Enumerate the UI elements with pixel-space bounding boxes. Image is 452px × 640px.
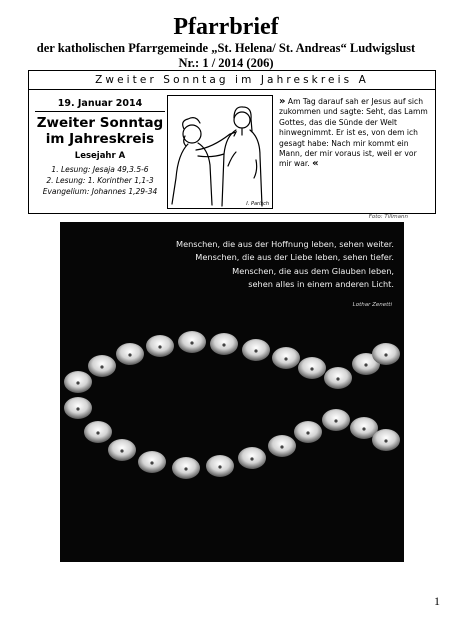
candle-wick [364, 363, 367, 366]
photo-credit: Foto: Tillmann [368, 214, 408, 220]
candle-wick [384, 353, 387, 356]
illustration-credit: I. Parisch [246, 201, 269, 207]
candle-wick [336, 377, 339, 380]
parish-subtitle: der katholischen Pfarrgemeinde „St. Helena/ St. Andreas“ Ludwigslust [36, 41, 416, 55]
quote-close-mark: « [312, 158, 319, 170]
page-number: 1 [434, 594, 440, 608]
candle-wick [280, 445, 283, 448]
poem-line-1: Menschen, die aus der Hoffnung leben, sehen weiter. [176, 239, 394, 249]
gospel-quote-text: Am Tag darauf sah er Jesus auf sich zukommen und sagte: Seht, das Lamm Gottes, das die Sünde der Welt hinwegnimmt. Er ist es, von dem ich gesagt habe: Nach mir kommt ein Mann, der mir voraus ist, weil er vor mir war. [279, 97, 428, 169]
poem-line-2: Menschen, die aus der Liebe leben, sehen tiefer. [195, 252, 394, 263]
candle-photo [60, 222, 404, 562]
illustration-jesus-and-john [167, 95, 273, 209]
candle-wick [190, 341, 193, 344]
candle-wick [120, 449, 123, 452]
sunday-info [35, 98, 165, 197]
lesejahr: Lesejahr A [74, 151, 126, 161]
candle-wick [218, 465, 221, 468]
candle-wick [284, 357, 287, 360]
issue-number: Nr.: 1 / 2014 (206) [178, 56, 274, 70]
quote-open-mark: » [279, 96, 286, 107]
candle-wick [362, 427, 365, 430]
candle-wick [128, 353, 131, 356]
line-drawing-icon [168, 96, 272, 208]
candle-wick [254, 349, 257, 352]
sunday-date: 19. Januar 2014 [35, 98, 165, 112]
newsletter-title: Pfarrbrief [173, 14, 279, 40]
gospel-quote [279, 97, 431, 170]
candle-wick [76, 407, 79, 410]
poem-line-3: Menschen, die aus dem Glauben leben, [232, 265, 394, 276]
liturgy-box [28, 70, 436, 214]
candle-wick [334, 419, 337, 422]
sunday-name-line1: Zweiter Sonntag [36, 115, 164, 131]
poem-line-4: sehen alles in einem anderen Licht. [248, 279, 394, 290]
candle-wick [250, 457, 253, 460]
masthead [0, 14, 452, 71]
candle-wick [222, 343, 225, 346]
sunday-name [35, 115, 165, 147]
sunday-name-line2: im Jahreskreis [45, 131, 155, 147]
photo-poem [176, 238, 394, 292]
candle-wick [184, 467, 187, 470]
sunday-banner: Zweiter Sonntag im Jahreskreis A [29, 71, 435, 90]
second-reading: 2. Lesung: 1. Korinther 1,1-3 [46, 176, 154, 185]
candle-wick [76, 381, 79, 384]
candle-wick [100, 365, 103, 368]
candle-wick [96, 431, 99, 434]
gospel-reading: Evangelium: Johannes 1,29-34 [42, 187, 158, 196]
candle-wick [150, 461, 153, 464]
readings-list [35, 164, 165, 197]
candle-wick [158, 345, 161, 348]
candle-wick [306, 431, 309, 434]
candle-wick [384, 439, 387, 442]
poem-author: Lothar Zenetti [352, 302, 392, 308]
first-reading: 1. Lesung: Jesaja 49,3.5-6 [51, 165, 149, 174]
candle-wick [310, 367, 313, 370]
